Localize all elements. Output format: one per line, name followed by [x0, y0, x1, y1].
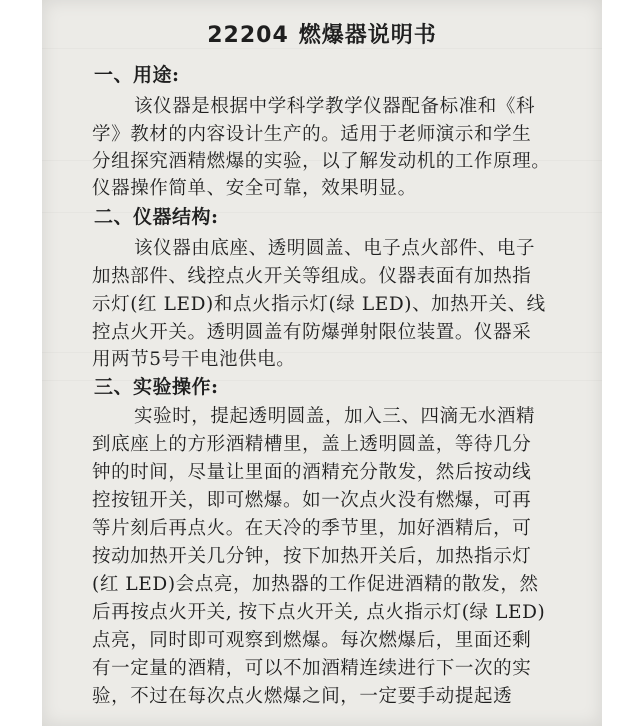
paragraph-line: 示灯(红 LED)和点火指示灯(绿 LED)、加热开关、线 [92, 294, 546, 315]
paragraph-line: 仪器操作简单、安全可靠，效果明显。 [92, 178, 417, 199]
paragraph-line: 点亮，同时即可观察到燃爆。每次燃爆后，里面还剩 [92, 630, 532, 651]
paragraph-line: 分组探究酒精燃爆的实验，以了解发动机的工作原理。 [92, 151, 551, 172]
section-heading-operation: 三、实验操作: [94, 376, 219, 398]
paragraph-line: 验，不过在每次点火燃爆之间，一定要手动提起透 [92, 686, 513, 707]
paragraph-line: (红 LED)会点亮，加热器的工作促进酒精的散发，然 [92, 574, 539, 595]
section-heading-structure: 二、仪器结构: [94, 206, 219, 228]
paragraph-line: 学》教材的内容设计生产的。适用于老师演示和学生 [92, 124, 532, 145]
paragraph-line: 该仪器是根据中学科学教学仪器配备标准和《科 [134, 96, 536, 117]
paragraph-line: 有一定量的酒精，可以不加酒精连续进行下一次的实 [92, 658, 532, 679]
instruction-sheet [42, 0, 602, 726]
document-title [42, 18, 602, 49]
paragraph-line: 实验时，提起透明圆盖，加入三、四滴无水酒精 [134, 406, 536, 427]
paragraph-line: 到底座上的方形酒精槽里，盖上透明圆盖，等待几分 [92, 434, 532, 455]
paragraph-line: 控按钮开关，即可燃爆。如一次点火没有燃爆，可再 [92, 490, 532, 511]
paragraph-line: 用两节5号干电池供电。 [92, 349, 296, 370]
paragraph-line: 控点火开关。透明圆盖有防爆弹射限位装置。仪器采 [92, 322, 532, 343]
paragraph-line: 钟的时间，尽量让里面的酒精充分散发，然后按动线 [92, 462, 532, 483]
paragraph-line: 按动加热开关几分钟，按下加热开关后，加热指示灯 [92, 546, 532, 567]
paragraph-line: 后再按点火开关, 按下点火开关, 点火指示灯(绿 LED) [92, 602, 546, 623]
title-text: 燃爆器说明书 [298, 22, 437, 48]
section-heading-purpose: 一、用途: [94, 64, 180, 86]
paragraph-line: 该仪器由底座、透明圆盖、电子点火部件、电子 [134, 238, 536, 259]
paragraph-line: 等片刻后再点火。在天冷的季节里，加好酒精后，可 [92, 518, 532, 539]
title-number: 22204 [207, 23, 289, 48]
paragraph-line: 加热部件、线控点火开关等组成。仪器表面有加热指 [92, 266, 532, 287]
